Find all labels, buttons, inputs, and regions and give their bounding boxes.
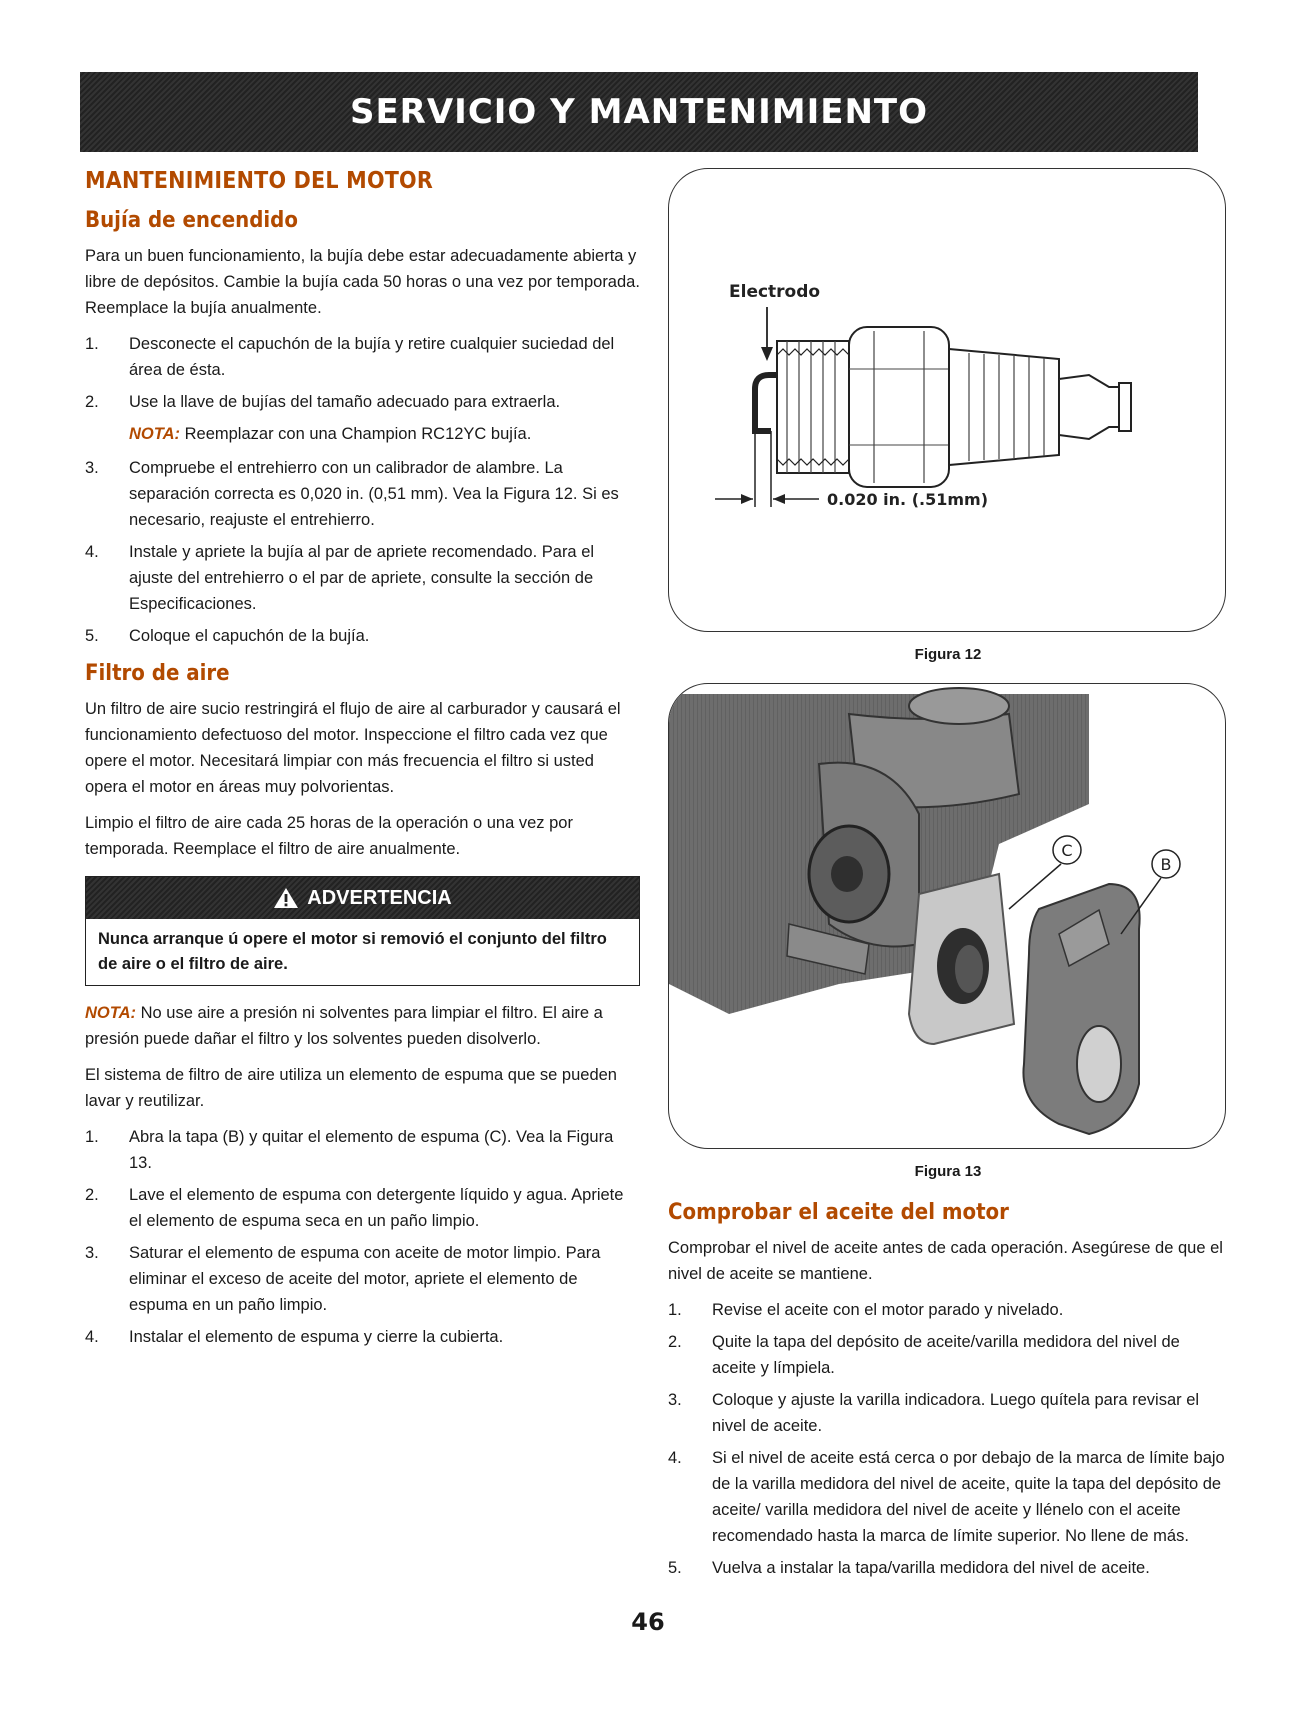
spark-plug-body-icon (777, 327, 1131, 487)
step-text: Instale y apriete la bujía al par de apriete recomendado. Para el ajuste del entrehierro o el par de apriete, consulte la sección de Especificaciones. (129, 543, 595, 613)
step-text: Abra la tapa (B) y quitar el elemento de espuma (C). Vea la Figura 13. (129, 1128, 614, 1172)
list-item (668, 1329, 1228, 1381)
oil-check-heading: Comprobar el aceite del motor (668, 1200, 1009, 1225)
list-item (668, 1297, 1228, 1323)
step-number: 4. (85, 543, 99, 561)
spark-plug-diagram (669, 169, 1225, 631)
step-text: Saturar el elemento de espuma con aceite de motor limpio. Para eliminar el exceso de aceite del motor, apriete el elemento de espuma en un paño limpio. (129, 1244, 601, 1314)
figure-12-caption: Figura 12 (914, 646, 982, 663)
step-number: 5. (85, 627, 99, 645)
list-item (85, 1324, 640, 1350)
step-number: 1. (668, 1301, 682, 1319)
step-text: Revise el aceite con el motor parado y nivelado. (712, 1301, 1064, 1319)
step-number: 4. (85, 1328, 99, 1346)
step-text: Compruebe el entrehierro con un calibrador de alambre. La separación correcta es 0,020 in. (0,51 mm). Vea la Figura 12. Si es necesario, reajuste el entrehierro. (129, 459, 619, 529)
step-number: 3. (85, 1244, 99, 1262)
step-text: Coloque el capuchón de la bujía. (129, 627, 370, 645)
engine-block-icon (669, 688, 1089, 1014)
step-number: 1. (85, 1128, 99, 1146)
step-text: Coloque y ajuste la varilla indicadora. Luego quítela para revisar el nivel de aceite. (712, 1391, 1200, 1435)
spark-plug-intro: Para un buen funcionamiento, la bujía debe estar adecuadamente abierta y libre de depósitos. Cambie la bujía cada 50 horas o una vez por temporada. Reemplace la bujía anualmente. (85, 247, 640, 317)
page-title: SERVICIO Y MANTENIMIENTO (349, 92, 929, 132)
air-filter-steps (85, 1124, 640, 1350)
oil-check-intro: Comprobar el nivel de aceite antes de cada operación. Asegúrese de que el nivel de aceite se mantiene. (668, 1239, 1223, 1283)
step-number: 5. (668, 1559, 682, 1577)
filter-cover-icon (1023, 884, 1139, 1134)
list-item (85, 389, 640, 415)
warning-box (85, 876, 640, 986)
step-text: Quite la tapa del depósito de aceite/varilla medidora del nivel de aceite y límpiela. (712, 1333, 1180, 1377)
step-number: 2. (668, 1333, 682, 1351)
list-item (85, 455, 640, 533)
callout-b-label: B (1160, 855, 1172, 874)
spark-plug-note (85, 421, 640, 447)
gap-measure-label: 0.020 in. (.51mm) (827, 490, 989, 509)
step-number: 3. (85, 459, 99, 477)
list-item (85, 331, 640, 383)
electrode-label: Electrodo (729, 282, 821, 302)
step-text: Vuelva a instalar la tapa/varilla medidora del nivel de aceite. (712, 1559, 1150, 1577)
figure-12 (668, 168, 1226, 632)
step-text: Desconecte el capuchón de la bujía y retire cualquier suciedad del área de ésta. (129, 335, 615, 379)
step-number: 1. (85, 335, 99, 353)
page-number: 46 (631, 1608, 665, 1636)
list-item (85, 1182, 640, 1234)
note-label: NOTA: (85, 1004, 137, 1022)
step-number: 4. (668, 1449, 682, 1467)
figure-13-caption: Figura 13 (914, 1163, 982, 1180)
spark-plug-steps-continued (85, 455, 640, 649)
list-item (85, 1240, 640, 1318)
warning-text: Nunca arranque ú opere el motor si removió el conjunto del filtro de aire o el filtro de aire. (98, 930, 607, 973)
step-number: 2. (85, 1186, 99, 1204)
warning-triangle-icon (273, 887, 299, 909)
list-item (668, 1445, 1228, 1549)
air-filter-paragraph-2: Limpio el filtro de aire cada 25 horas de la operación o una vez por temporada. Reemplace el filtro de aire anualmente. (85, 814, 573, 858)
step-number: 2. (85, 393, 99, 411)
list-item (85, 539, 640, 617)
list-item (85, 623, 640, 649)
left-column (85, 168, 640, 1356)
step-text: Use la llave de bujías del tamaño adecuado para extraerla. (129, 393, 561, 411)
figure-13 (668, 683, 1226, 1149)
spark-plug-heading: Bujía de encendido (85, 208, 298, 233)
list-item (85, 1124, 640, 1176)
step-text: Lave el elemento de espuma con detergente líquido y agua. Apriete el elemento de espuma seca en un paño limpio. (129, 1186, 624, 1230)
air-filter-paragraph-3: El sistema de filtro de aire utiliza un elemento de espuma que se pueden lavar y reutilizar. (85, 1066, 617, 1110)
air-filter-paragraph-1: Un filtro de aire sucio restringirá el flujo de aire al carburador y causará el funcionamiento defectuoso del motor. Inspeccione el filtro cada vez que opere el motor. Necesitará limpiar con más frecuencia el filtro si usted opera el motor en áreas muy polvorientas. (85, 700, 621, 796)
step-text: Instalar el elemento de espuma y cierre la cubierta. (129, 1328, 504, 1346)
step-text: Si el nivel de aceite está cerca o por debajo de la marca de límite bajo de la varilla medidora del nivel de aceite, quite la tapa del depósito de aceite/ varilla medidora del nivel de aceite y llénelo con el aceite recomendado hasta la marca de límite superior. No llene de más. (712, 1449, 1225, 1545)
right-column (668, 168, 1228, 1587)
warning-header (86, 877, 639, 919)
note-label: NOTA: (129, 425, 181, 443)
warning-title: ADVERTENCIA (307, 886, 452, 909)
header-banner (80, 72, 1198, 152)
spark-plug-steps (85, 331, 640, 415)
step-number: 3. (668, 1391, 682, 1409)
note-text: No use aire a presión ni solventes para limpiar el filtro. El aire a presión puede dañar el filtro y los solventes pueden disolverlo. (85, 1004, 603, 1048)
list-item (668, 1555, 1228, 1581)
list-item (668, 1387, 1228, 1439)
section-title: MANTENIMIENTO DEL MOTOR (85, 168, 433, 194)
air-filter-note (85, 1000, 640, 1052)
air-filter-heading: Filtro de aire (85, 661, 230, 686)
callout-c-label: C (1061, 841, 1073, 860)
air-filter-diagram (669, 684, 1225, 1148)
note-text: Reemplazar con una Champion RC12YC bujía. (184, 425, 532, 443)
foam-element-icon (909, 874, 1014, 1044)
oil-check-steps (668, 1297, 1228, 1581)
